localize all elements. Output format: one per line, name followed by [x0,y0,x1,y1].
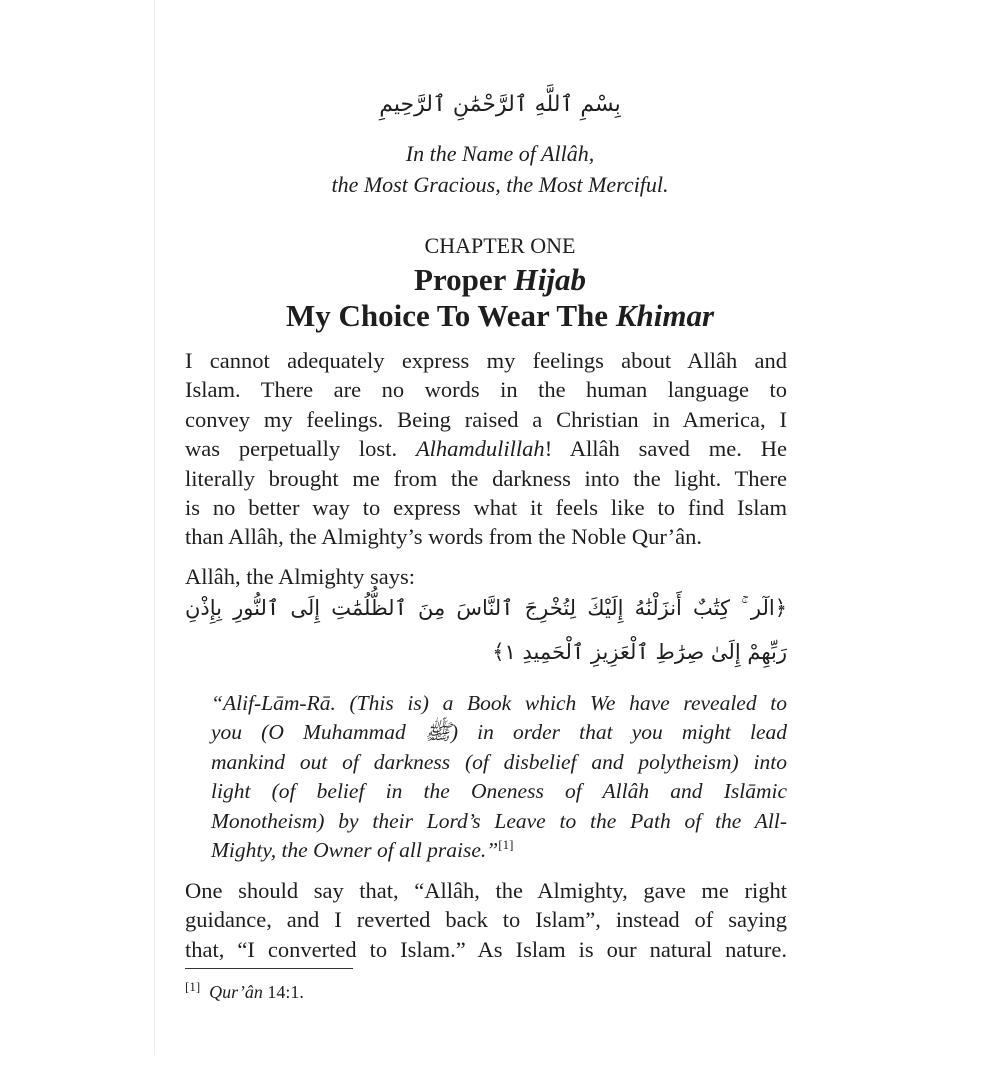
basmala-translation-line: the Most Gracious, the Most Merciful. [331,172,669,197]
text: was perpetually lost. [185,436,416,462]
chapter-title-line1 [150,262,850,298]
paragraph-2 [185,876,787,964]
quote-line: mankind out of darkness (of disbelief and polytheism) into [211,749,787,774]
footnote-source: Qur’ân [209,982,263,1002]
text-line: One should say that, “Allâh, the Almighty, gave me right [185,878,787,903]
text: Mighty, the Owner of all praise.” [211,837,499,862]
basmala-arabic: بِسْمِ ٱللَّهِ ٱلرَّحْمَٰنِ ٱلرَّحِيمِ [379,92,621,117]
quote-line: light (of belief in the Oneness of Allâh and Islāmic [211,779,787,804]
text-line: I cannot adequately express my feelings about Allâh and [185,348,787,373]
footnote-reference: 14:1. [267,982,304,1002]
title-italic: Khimar [615,298,715,333]
title-text: Proper [414,262,514,297]
text-line [185,434,787,463]
paragraph-1 [185,346,787,552]
title-text: My Choice To Wear The [285,298,616,333]
italic-term: Alhamdulillah [415,436,545,462]
footnote-number: [1] [185,979,201,994]
text: ! Allâh saved me. He [544,436,787,462]
footnote-divider [185,968,353,969]
text-line: than Allâh, the Almighty’s words from the Noble Qur’ân. [185,524,703,550]
text-line: is no better way to express what it feels like to find Islam [185,494,787,520]
chapter-title-line2 [150,298,850,334]
quote-line: “Alif-Lām-Rā. (This is) a Book which We have revealed to [211,691,787,715]
text-line: that, “I converted to Islam.” As Islam is our natural nature. [185,936,787,962]
text-line: convey my feelings. Being raised a Christian in America, I [185,406,787,432]
quote-line: Monotheism) by their Lord’s Leave to the Path of the All- [211,808,787,833]
verse-arabic-line: ﴿الٓر ۚ كِتَٰبٌ أَنزَلْنَٰهُ إِلَيْكَ لِتُخْرِجَ ٱلنَّاسَ مِنَ ٱلظُّلُمَٰتِ إِلَى ٱلنُّورِ بِإِذْنِ [185,596,787,620]
chapter-label: CHAPTER ONE [424,233,576,258]
text-line: literally brought me from the darkness into the light. There [185,465,787,491]
verse-translation [211,689,787,865]
text-line: guidance, and I reverted back to Islam”, instead of saying [185,907,787,933]
basmala-translation-line: In the Name of Allâh, [405,141,595,166]
quote-line [211,836,787,865]
footnote [185,980,304,1004]
quote-line: you (O Muhammad ﷺ) in order that you might lead [211,720,787,745]
basmala-translation [150,138,850,200]
text-line: Islam. There are no words in the human language to [185,377,787,403]
footnote-marker[interactable]: [1] [498,836,514,852]
intro-line: Allâh, the Almighty says: [185,564,415,589]
verse-arabic-line: رَبِّهِمْ إِلَىٰ صِرَٰطِ ٱلْعَزِيزِ ٱلْحَمِيدِ ١﴾ [492,640,787,664]
title-italic: Hijab [513,262,586,297]
